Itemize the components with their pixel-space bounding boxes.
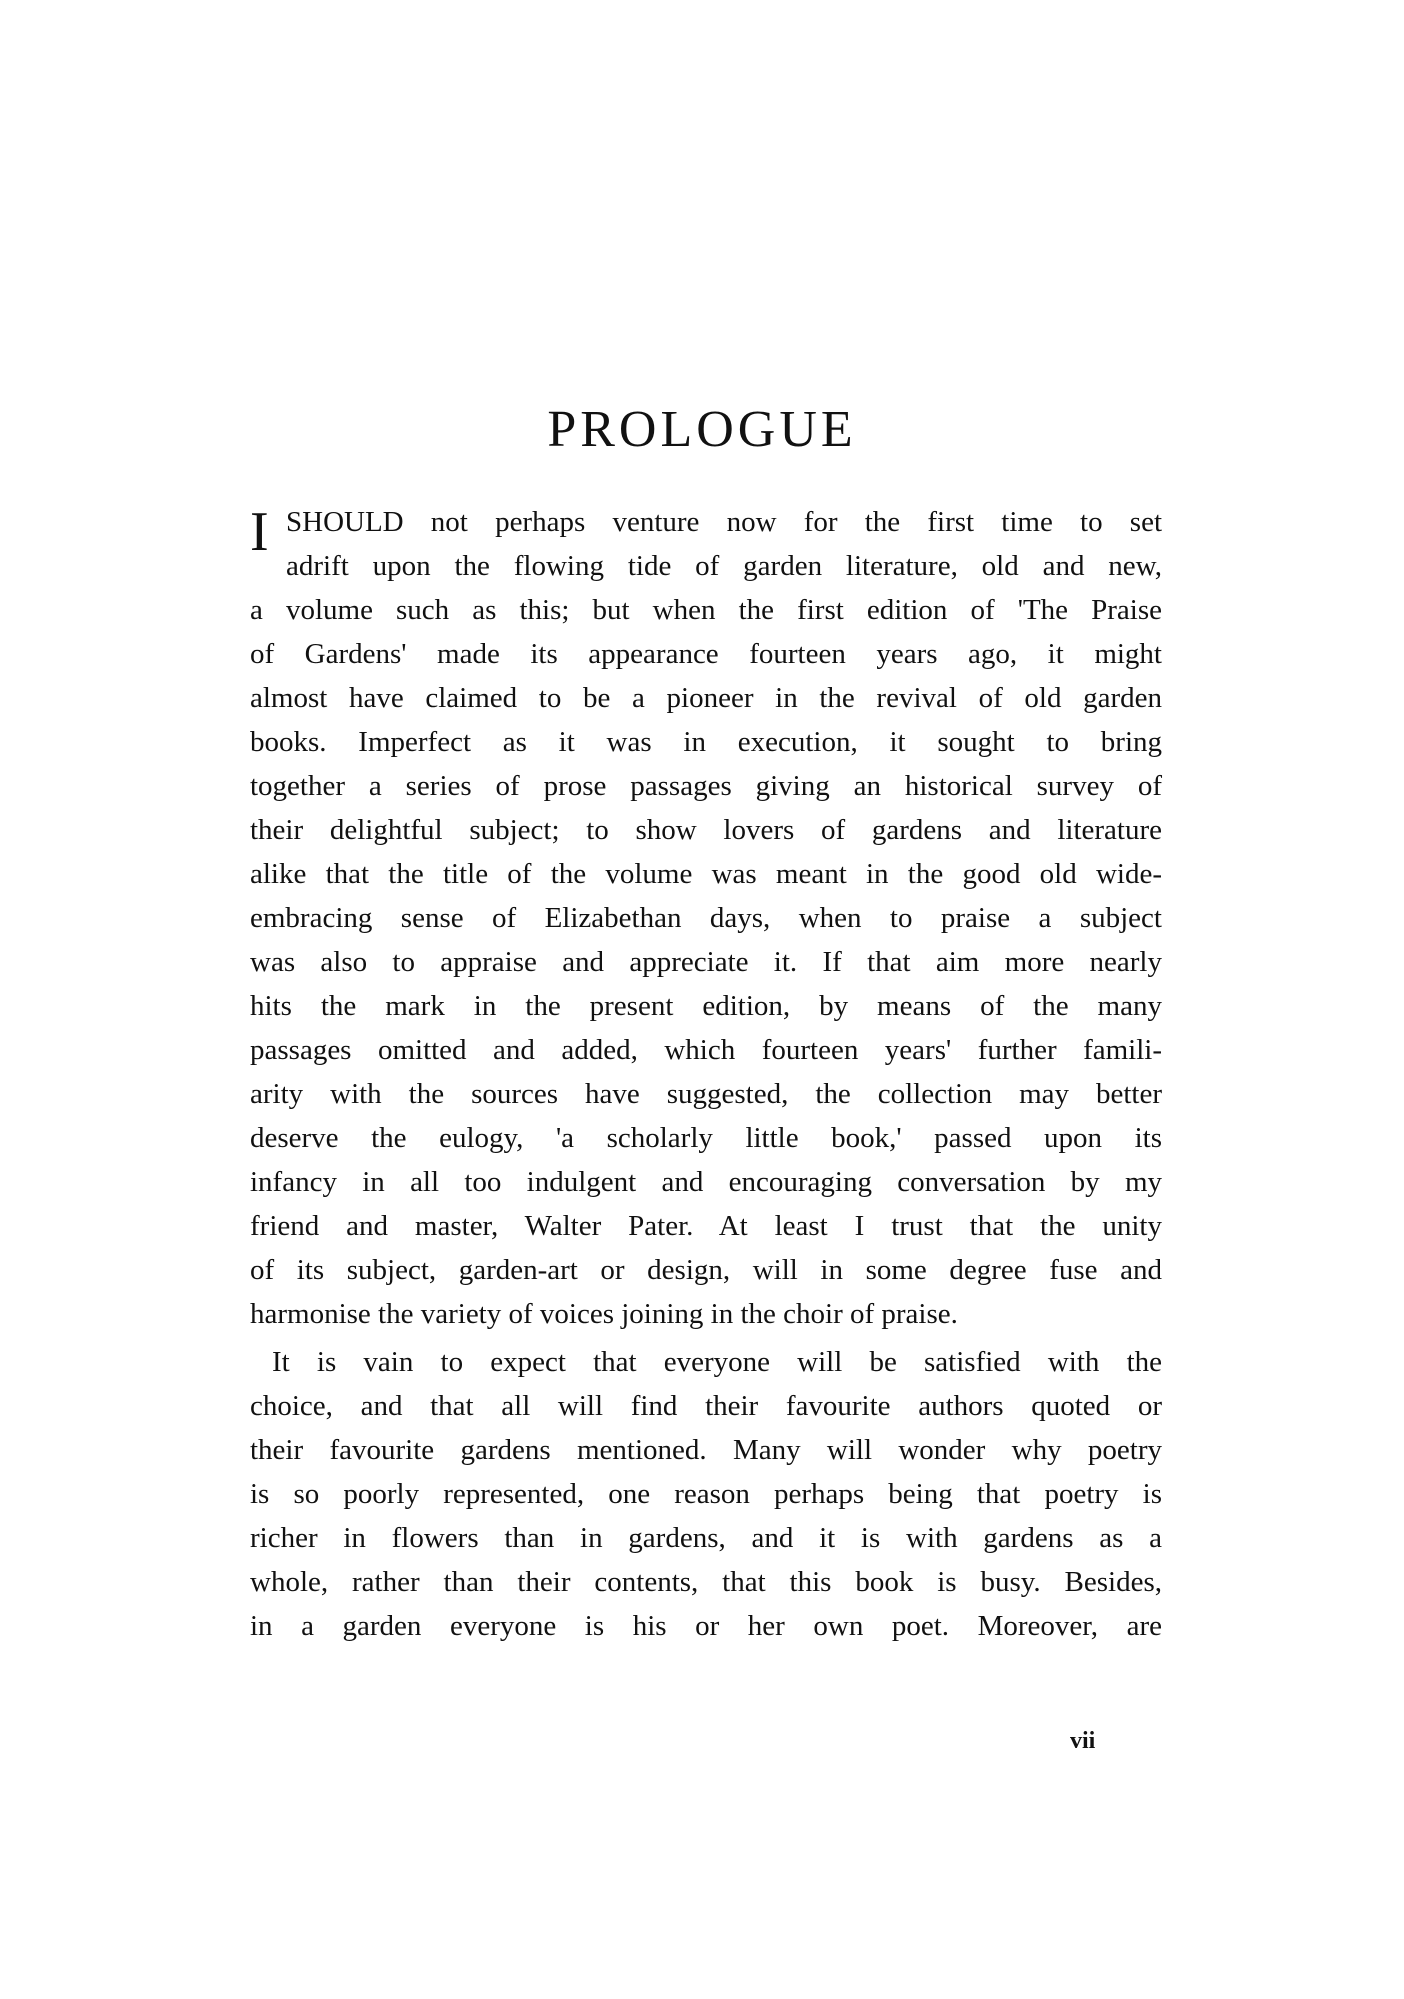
- text-line: whole, rather than their contents, that this book is busy. Besides,: [250, 1566, 1162, 1598]
- text-line: in a garden everyone is his or her own poet. Moreover, are: [250, 1610, 1162, 1642]
- paragraph-1: [250, 500, 1162, 1336]
- text-line: [250, 500, 1162, 563]
- page-number: vii: [1070, 1728, 1096, 1754]
- text-line: harmonise the variety of voices joining in the choir of praise.: [250, 1298, 958, 1330]
- text-line: friend and master, Walter Pater. At least I trust that the unity: [250, 1210, 1162, 1242]
- prologue-text: [250, 500, 1162, 1648]
- text-line: together a series of prose passages giving an historical survey of: [250, 770, 1162, 802]
- text-line: almost have claimed to be a pioneer in the revival of old garden: [250, 682, 1162, 714]
- text-line: arity with the sources have suggested, the collection may better: [250, 1078, 1162, 1110]
- text-line: passages omitted and added, which fourteen years' further famili-: [250, 1034, 1162, 1066]
- text-line: books. Imperfect as it was in execution, it sought to bring: [250, 726, 1162, 758]
- text-line: richer in flowers than in gardens, and it is with gardens as a: [250, 1522, 1162, 1554]
- text-line: their delightful subject; to show lovers of gardens and literature: [250, 814, 1162, 846]
- line-text: SHOULD not perhaps venture now for the first time to set: [286, 506, 1162, 538]
- text-line: infancy in all too indulgent and encouraging conversation by my: [250, 1166, 1162, 1198]
- text-line: their favourite gardens mentioned. Many will wonder why poetry: [250, 1434, 1162, 1466]
- page-title: PROLOGUE: [547, 401, 857, 458]
- text-line: deserve the eulogy, 'a scholarly little book,' passed upon its: [250, 1122, 1162, 1154]
- text-line: a volume such as this; but when the first edition of 'The Praise: [250, 594, 1162, 626]
- text-line: was also to appraise and appreciate it. If that aim more nearly: [250, 946, 1162, 978]
- text-line: hits the mark in the present edition, by means of the many: [250, 990, 1162, 1022]
- text-line: of Gardens' made its appearance fourteen years ago, it might: [250, 638, 1162, 670]
- text-line: of its subject, garden-art or design, will in some degree fuse and: [250, 1254, 1162, 1286]
- text-line: adrift upon the flowing tide of garden literature, old and new,: [286, 550, 1162, 582]
- drop-cap: I: [250, 501, 269, 563]
- text-line: It is vain to expect that everyone will be satisfied with the: [272, 1346, 1162, 1378]
- text-line: embracing sense of Elizabethan days, when to praise a subject: [250, 902, 1162, 934]
- text-line: is so poorly represented, one reason perhaps being that poetry is: [250, 1478, 1162, 1510]
- text-line: alike that the title of the volume was meant in the good old wide-: [250, 858, 1162, 890]
- text-line: choice, and that all will find their favourite authors quoted or: [250, 1390, 1162, 1422]
- paragraph-2: [250, 1340, 1162, 1648]
